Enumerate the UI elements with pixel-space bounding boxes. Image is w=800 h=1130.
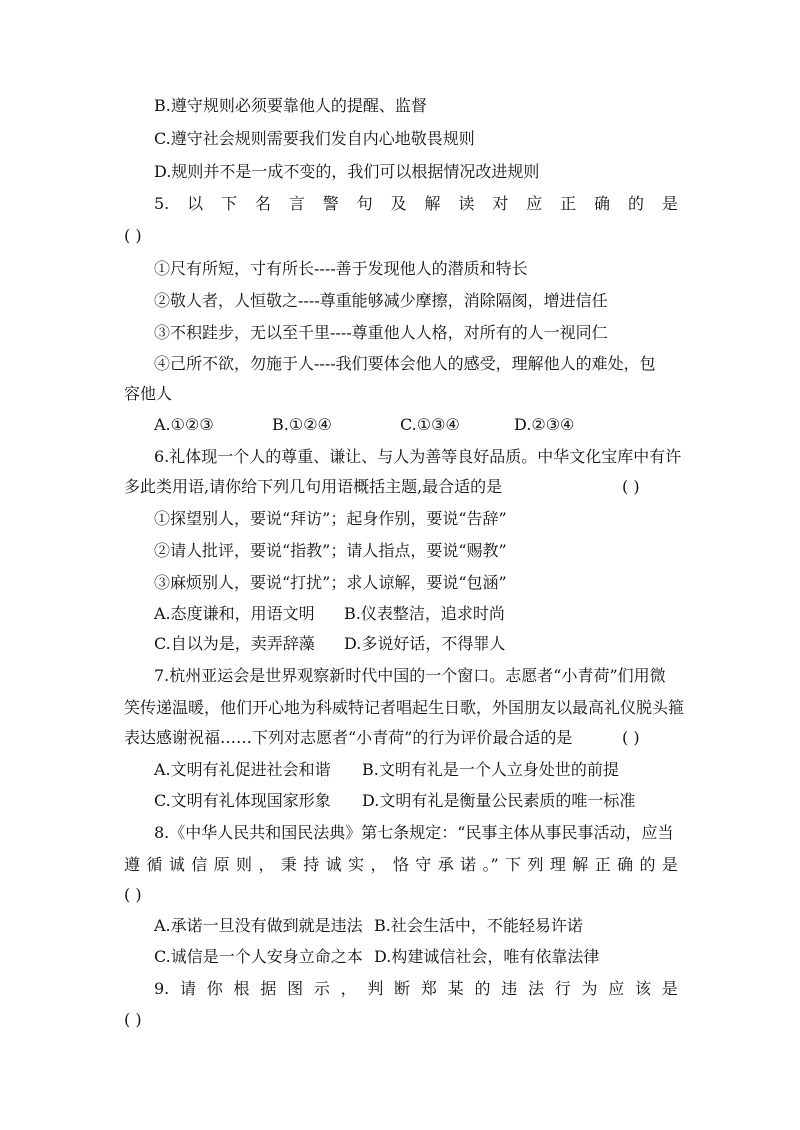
q8-stem-char: 解 — [572, 855, 589, 874]
q8-option-a: A.承诺一旦没有做到就是违法 — [154, 916, 363, 935]
q5-option-c: C.①③④ — [400, 415, 460, 434]
q8-option-d: D.构建诚信社会，唯有依靠法律 — [374, 947, 600, 966]
q6-stem-line-1: 6.礼体现一个人的尊重、谦让、与人为善等良好品质。中华文化宝库中有许 — [154, 447, 682, 466]
q5-stem-char: 名 — [254, 194, 271, 213]
q5-item-3: ③不积跬步，无以至千里----尊重他人人格，对所有的人一视同仁 — [154, 323, 608, 342]
q5-stem-char: 读 — [458, 194, 475, 213]
q7-option-c: C.文明有礼体现国家形象 — [154, 791, 331, 810]
q9-stem-char: 违 — [501, 979, 518, 998]
q7-option-d: D.文明有礼是衡量公民素质的唯一标准 — [362, 791, 636, 810]
q9-stem-char: 行 — [554, 979, 571, 998]
q7-option-a: A.文明有礼促进社会和谐 — [154, 760, 331, 779]
q8-stem-char: 则 — [236, 855, 253, 874]
q9-stem-char: 郑 — [420, 979, 437, 998]
q7-option-b: B.文明有礼是一个人立身处世的前提 — [362, 760, 619, 779]
q5-stem — [154, 193, 678, 215]
q9-stem-char: 示 — [313, 979, 330, 998]
q7-stem-line-1: 7.杭州亚运会是世界观察新时代中国的一个窗口。志愿者“小青荷”们用微 — [154, 666, 666, 685]
q5-stem-char: 下 — [221, 194, 238, 213]
q6-option-a: A.态度谦和，用语文明 — [154, 604, 315, 623]
q8-option-b: B.社会生活中，不能轻易许诺 — [374, 916, 583, 935]
q5-item-4-line-2: 容他人 — [124, 384, 173, 403]
q7-options-row-2 — [154, 790, 635, 812]
q6-item-3: ③麻烦别人，要说“打扰”；求人谅解，要说“包涵” — [154, 573, 507, 592]
q9-stem-char: 判 — [367, 979, 384, 998]
q7-answer-bracket: ( ) — [622, 728, 640, 747]
q9-stem-char: 是 — [661, 979, 678, 998]
q8-options-row-1 — [154, 915, 583, 937]
q5-stem-char: 言 — [288, 194, 305, 213]
q6-options-row-2 — [154, 633, 505, 655]
q5-stem-char: 应 — [526, 194, 543, 213]
q8-stem-line-2 — [124, 854, 678, 876]
q9-stem-char: 为 — [581, 979, 598, 998]
q5-stem-char: 确 — [594, 194, 611, 213]
q8-stem-char: 列 — [527, 855, 544, 874]
q8-stem-char: 循 — [146, 855, 163, 874]
q8-stem-char: 的 — [639, 855, 656, 874]
q5-stem-char: 以 — [187, 194, 204, 213]
q8-stem-char: ， — [370, 855, 387, 874]
q8-stem-char: 。” — [482, 855, 499, 874]
q8-stem-char: 理 — [549, 855, 566, 874]
q8-stem-char: 确 — [617, 855, 634, 874]
q4-option-c: C.遵守社会规则需要我们发自内心地敬畏规则 — [154, 129, 475, 148]
q7-options-row-1 — [154, 759, 619, 781]
q8-stem-char: 承 — [437, 855, 454, 874]
q5-option-d: D.②③④ — [514, 415, 575, 434]
q5-stem-char: 是 — [661, 194, 678, 213]
q5-options — [154, 414, 574, 436]
q9-stem-char: 应 — [608, 979, 625, 998]
q8-stem-line-1: 8.《中华人民共和国民法典》第七条规定：“民事主体从事民事活动，应当 — [154, 823, 674, 842]
q4-option-b: B.遵守规则必须要靠他人的提醒、监督 — [154, 96, 427, 115]
q8-option-c: C.诚信是一个人安身立命之本 — [154, 947, 363, 966]
q6-options-row-1 — [154, 603, 505, 625]
q5-stem-char: 警 — [322, 194, 339, 213]
q9-stem-char: 9. — [154, 979, 170, 998]
q8-stem-char: 正 — [594, 855, 611, 874]
q5-stem-char: 句 — [356, 194, 373, 213]
q4-option-d: D.规则并不是一成不变的，我们可以根据情况改进规则 — [154, 162, 540, 181]
q5-stem-char: 对 — [492, 194, 509, 213]
q9-stem-char: 法 — [527, 979, 544, 998]
q8-stem-char: 持 — [303, 855, 320, 874]
q5-item-4-line-1: ④己所不欲，勿施于人----我们要体会他人的感受，理解他人的难处，包 — [154, 354, 656, 373]
q5-item-1: ①尺有所短，寸有所长----善于发现他人的潜质和特长 — [154, 259, 528, 278]
q5-stem-char: 及 — [390, 194, 407, 213]
q6-option-b: B.仪表整洁，追求时尚 — [344, 604, 505, 623]
q8-stem-char: 诚 — [168, 855, 185, 874]
q5-stem-char: 解 — [424, 194, 441, 213]
q6-answer-bracket: ( ) — [622, 477, 640, 496]
q9-stem-char: 根 — [233, 979, 250, 998]
q9-stem-char: 该 — [635, 979, 652, 998]
q7-stem-line-2: 笑传递温暖，他们开心地为科威特记者唱起生日歌，外国朋友以最高礼仪脱头箍 — [124, 698, 685, 717]
q5-item-2: ②敬人者，人恒敬之----尊重能够减少摩擦，消除隔阂，增进信任 — [154, 291, 608, 310]
q8-stem-char: 秉 — [280, 855, 297, 874]
q8-answer-bracket: ( ) — [124, 885, 142, 904]
q9-stem-char: 据 — [260, 979, 277, 998]
q5-stem-char: 的 — [627, 194, 644, 213]
q7-stem-line-3: 表达感谢祝福……下列对志愿者“小青荷”的行为评价最合适的是 — [124, 728, 573, 747]
q9-stem — [154, 978, 678, 1000]
q8-options-row-2 — [154, 946, 599, 968]
q5-option-b: B.①②④ — [272, 415, 332, 434]
q6-item-2: ②请人批评，要说“指教”；请人指点，要说“赐教” — [154, 541, 507, 560]
q8-stem-char: 守 — [415, 855, 432, 874]
q6-stem-line-2: 多此类用语,请你给下列几句用语概括主题,最合适的是 — [124, 477, 503, 496]
q8-stem-char: 恪 — [392, 855, 409, 874]
q9-stem-char: 某 — [447, 979, 464, 998]
q8-stem-char: 诺 — [460, 855, 477, 874]
q8-stem-char: 是 — [661, 855, 678, 874]
q6-option-d: D.多说好话，不得罪人 — [344, 634, 506, 653]
q6-option-c: C.自以为是，卖弄辞藻 — [154, 634, 315, 653]
q9-stem-char: 断 — [394, 979, 411, 998]
q9-stem-char: ， — [340, 979, 357, 998]
q8-stem-char: 诚 — [325, 855, 342, 874]
q8-stem-char: 下 — [505, 855, 522, 874]
q6-item-1: ①探望别人，要说“拜访”；起身作别，要说“告辞” — [154, 509, 507, 528]
q8-stem-char: 原 — [213, 855, 230, 874]
q5-answer-bracket: ( ) — [124, 226, 142, 245]
q9-stem-char: 你 — [206, 979, 223, 998]
q8-stem-char: 遵 — [124, 855, 141, 874]
q5-stem-char: 正 — [560, 194, 577, 213]
q8-stem-char: ， — [258, 855, 275, 874]
q9-stem-char: 请 — [180, 979, 197, 998]
q9-answer-bracket: ( ) — [124, 1010, 142, 1029]
q5-option-a: A.①②③ — [154, 415, 214, 434]
q8-stem-char: 实 — [348, 855, 365, 874]
q9-stem-char: 图 — [287, 979, 304, 998]
q9-stem-char: 的 — [474, 979, 491, 998]
q8-stem-char: 信 — [191, 855, 208, 874]
q5-stem-char: 5. — [154, 194, 170, 213]
